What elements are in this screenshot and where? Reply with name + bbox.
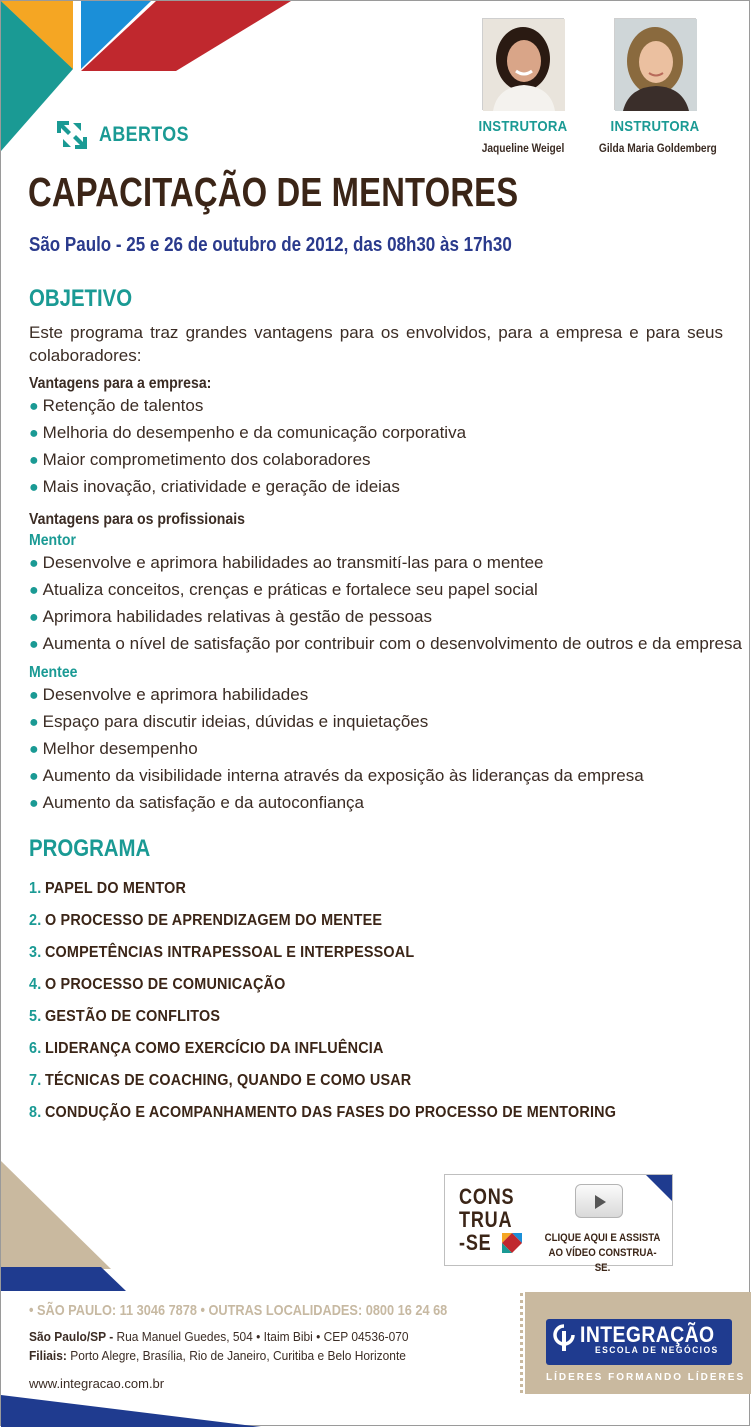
logo-symbol-icon — [552, 1323, 576, 1353]
section-heading-objetivo: OBJETIVO — [29, 285, 133, 312]
program-item: 6. LIDERANÇA COMO EXERCÍCIO DA INFLUÊNCIA — [29, 1040, 384, 1057]
mentor-heading: Mentor — [29, 532, 76, 549]
list-item: ● Aprimora habilidades relativas à gestão de pessoas — [29, 607, 433, 626]
footer-divider — [520, 1293, 523, 1393]
list-item: ● Atualiza conceitos, crenças e práticas e fortalece seu papel social — [29, 580, 538, 599]
construa-se-mark — [502, 1233, 522, 1253]
instructor-photo — [614, 18, 696, 110]
course-title: CAPACITAÇÃO DE MENTORES — [28, 169, 519, 215]
list-item: ● Desenvolve e aprimora habilidades — [29, 685, 309, 704]
profissionais-heading: Vantagens para os profissionais — [29, 511, 245, 528]
construa-se-logo: CONS TRUA -SE — [459, 1184, 515, 1255]
empresa-list — [29, 393, 723, 501]
footer-website-link[interactable]: www.integracao.com.br — [29, 1376, 165, 1391]
section-heading-programa: PROGRAMA — [29, 835, 151, 862]
video-corner — [646, 1175, 672, 1201]
list-item: ● Aumento da satisfação e da autoconfiança — [29, 793, 365, 812]
logo-name: INTEGRAÇÃO — [580, 1322, 715, 1347]
bottom-decoration — [1, 1395, 261, 1427]
footer-address: São Paulo/SP - Rua Manuel Guedes, 504 • Itaim Bibi • CEP 04536-070 — [29, 1329, 409, 1344]
program-item: 2. O PROCESSO DE APRENDIZAGEM DO MENTEE — [29, 912, 383, 929]
instructor-card — [589, 18, 721, 155]
bottom-left-decoration — [1, 1161, 131, 1293]
list-item: ● Melhoria do desempenho e da comunicação corporativa — [29, 423, 467, 442]
instructor-photo — [482, 18, 564, 110]
list-item: ● Desenvolve e aprimora habilidades ao transmití-las para o mentee — [29, 553, 544, 572]
objetivo-intro: Este programa traz grandes vantagens para os envolvidos, para a empresa e para seus colaboradores: — [29, 323, 723, 365]
programa-list — [29, 873, 723, 1129]
list-item: ● Aumenta o nível de satisfação por contribuir com o desenvolvimento de outros e da empresa — [29, 634, 742, 653]
logo-panel — [525, 1292, 751, 1394]
list-item: ● Retenção de talentos — [29, 396, 204, 415]
status-open — [55, 119, 205, 151]
instructor-name: Jaqueline Weigel — [481, 141, 565, 155]
empresa-heading: Vantagens para a empresa: — [29, 375, 212, 392]
play-icon[interactable] — [575, 1184, 623, 1218]
instructors — [457, 18, 721, 155]
logo-slogan: LÍDERES FORMANDO LÍDERES — [546, 1372, 746, 1383]
program-item: 4. O PROCESSO DE COMUNICAÇÃO — [29, 976, 286, 993]
video-cta[interactable]: CLIQUE AQUI E ASSISTA AO VÍDEO CONSTRUA-SE. — [544, 1232, 661, 1274]
list-item: ● Aumento da visibilidade interna através da exposição às lideranças da empresa — [29, 766, 644, 785]
instructor-name: Gilda Maria Goldemberg — [598, 141, 717, 155]
integracao-logo[interactable] — [546, 1319, 732, 1365]
mentee-heading: Mentee — [29, 664, 78, 681]
footer-branches: Filiais: Porto Alegre, Brasília, Rio de Janeiro, Curitiba e Belo Horizonte — [29, 1348, 406, 1363]
video-link[interactable] — [444, 1174, 673, 1274]
list-item: ● Maior comprometimento dos colaboradores — [29, 450, 371, 469]
instructor-card — [457, 18, 589, 155]
instructor-role: INSTRUTORA — [478, 118, 568, 135]
course-date: São Paulo - 25 e 26 de outubro de 2012, das 08h30 às 17h30 — [29, 234, 512, 256]
footer-phones: • SÃO PAULO: 11 3046 7878 • OUTRAS LOCALIDADES: 0800 16 24 68 — [29, 1302, 448, 1319]
status-label: ABERTOS — [99, 123, 189, 146]
mentor-list — [29, 550, 742, 658]
program-item: 5. GESTÃO DE CONFLITOS — [29, 1008, 221, 1025]
arrows-icon — [55, 119, 89, 151]
program-item: 8. CONDUÇÃO E ACOMPANHAMENTO DAS FASES DO PROCESSO DE MENTORING — [29, 1104, 617, 1121]
content — [29, 285, 742, 1129]
mentee-list — [29, 682, 723, 817]
footer-contacts — [29, 1302, 509, 1391]
list-item: ● Melhor desempenho — [29, 739, 198, 758]
logo-tagline: ESCOLA DE NEGÓCIOS — [595, 1345, 719, 1355]
list-item: ● Espaço para discutir ideias, dúvidas e inquietações — [29, 712, 429, 731]
program-item: 3. COMPETÊNCIAS INTRAPESSOAL E INTERPESSOAL — [29, 944, 415, 961]
instructor-role: INSTRUTORA — [610, 118, 700, 135]
program-item: 1. PAPEL DO MENTOR — [29, 880, 187, 897]
program-item: 7. TÉCNICAS DE COACHING, QUANDO E COMO USAR — [29, 1072, 412, 1089]
list-item: ● Mais inovação, criatividade e geração de ideias — [29, 477, 400, 496]
